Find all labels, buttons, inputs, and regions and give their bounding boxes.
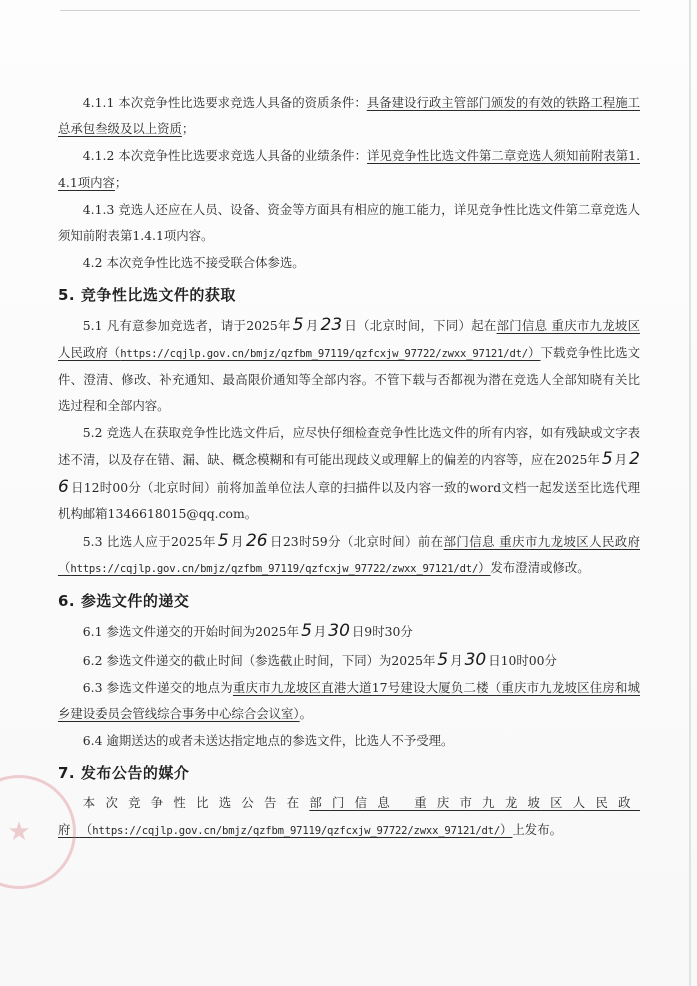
handwritten-month: 5 xyxy=(292,315,304,336)
clause-7: 本次竞争性比选公告在部门信息 重庆市九龙坡区人民政府（https://cqjlp.gov.cn/bmjz/qzfbm_97119/qzfcxjw_97722/zwxx_97121/dt/）上发布。 xyxy=(58,795,640,837)
handwritten-day: 26 xyxy=(245,531,268,552)
faded-seal-stamp: ★ xyxy=(0,775,76,889)
submission-location: 重庆市九龙坡区直港大道17号建设大厦负二楼（重庆市九龙坡区住房和城乡建设委员会管线综合事务中心综合会议室） xyxy=(58,679,640,722)
clause-6-3: 6.3 参选文件递交的地点为重庆市九龙坡区直港大道17号建设大厦负二楼（重庆市九龙坡区住房和城乡建设委员会管线综合事务中心综合会议室）。 xyxy=(58,679,640,722)
handwritten-month: 5 xyxy=(601,449,613,470)
document-body xyxy=(58,88,640,844)
clause-6-2: 6.2 参选文件递交的截止时间（参选截止时间，下同）为2025年 5 月 30 日10时00分 xyxy=(82,649,557,670)
clause-5-3: 5.3 比选人应于2025年 5 月 26 日23时59分（北京时间）前在部门信息 重庆市九龙坡区人民政府（https://cqjlp.gov.cn/bmjz/qzfbm_97119/qzfcxjw_97722/zwxx_97121/dt/）发布澄清或修改。 xyxy=(58,531,640,576)
performance-requirement: 详见竞争性比选文件第二章竞选人须知前附表第1.4.1项内容 xyxy=(58,148,641,190)
handwritten-day: 26 xyxy=(58,449,640,497)
clause-6-4: 6.4 逾期送达的或者未送达指定地点的参选文件，比选人不予受理。 xyxy=(82,733,454,749)
handwritten-month: 5 xyxy=(301,621,312,642)
clause-4-1-2: 4.1.2 本次竞争性比选要求竞选人具备的业绩条件：详见竞争性比选文件第二章竞选人须知前附表第1.4.1项内容； xyxy=(58,148,641,190)
source-url-2[interactable]: https://cqjlp.gov.cn/bmjz/qzfbm_97119/qzfcxjw_97722/zwxx_97121/dt/ xyxy=(70,563,479,576)
clause-5-2: 5.2 竞选人在获取竞争性比选文件后，应尽快仔细检查竞争性比选文件的所有内容，如有残缺或文字表述不清，以及存在错、漏、缺、概念模糊和有可能出现歧义或理解上的偏差的内容等，应在2025年 5 月 26 日12时00分（北京时间）前将加盖单位法人章的扫描件以及内容一致的word文档一起发送至比选代理机构邮箱1346618015@qq.com。 xyxy=(58,425,640,521)
scan-edge-top xyxy=(60,10,640,11)
handwritten-month: 5 xyxy=(217,531,229,552)
qualification-requirement: 具备建设行政主管部门颁发的有效的铁路工程施工总承包叁级及以上资质 xyxy=(58,95,641,137)
section-7-heading: 7. 发布公告的媒介 xyxy=(58,764,190,783)
source-url-1[interactable]: https://cqjlp.gov.cn/bmjz/qzfbm_97119/qzfcxjw_97722/zwxx_97121/dt/ xyxy=(120,347,528,360)
clause-4-1-1: 4.1.1 本次竞争性比选要求竞选人具备的资质条件：具备建设行政主管部门颁发的有效的铁路工程施工总承包叁级及以上资质； xyxy=(58,95,641,137)
source-link-2[interactable]: 部门信息 重庆市九龙坡区人民政府（https://cqjlp.gov.cn/bmjz/qzfbm_97119/qzfcxjw_97722/zwxx_97121/dt/） xyxy=(58,534,640,576)
clause-6-1: 6.1 参选文件递交的开始时间为2025年 5 月 30 日9时30分 xyxy=(82,621,413,642)
clause-5-1: 5.1 凡有意参加竞选者，请于2025年 5 月 23 日（北京时间，下同）起在部门信息 重庆市九龙坡区人民政府（https://cqjlp.gov.cn/bmjz/qzfbm_97119/qzfcxjw_97722/zwxx_97121/dt/）下载竞争性比选文件、澄清、修改、补充通知、最高限价通知等全部内容。不管下载与否都视为潜在竞选人全部知晓有关比选过程和全部内容。 xyxy=(58,315,641,414)
source-url-3[interactable]: https://cqjlp.gov.cn/bmjz/qzfbm_97119/qzfcxjw_97722/zwxx_97121/dt/ xyxy=(92,824,501,837)
handwritten-month: 5 xyxy=(437,649,449,670)
clause-4-1-3: 4.1.3 竞选人还应在人员、设备、资金等方面具有相应的施工能力，详见竞争性比选文件第二章竞选人须知前附表第1.4.1项内容。 xyxy=(58,201,640,244)
source-link-1[interactable]: 部门信息 重庆市九龙坡区人民政府（https://cqjlp.gov.cn/bmjz/qzfbm_97119/qzfcxjw_97722/zwxx_97121/dt/） xyxy=(58,318,640,360)
handwritten-day: 30 xyxy=(328,621,350,642)
handwritten-day: 30 xyxy=(464,649,487,670)
scan-edge-right xyxy=(689,0,691,986)
handwritten-day: 23 xyxy=(320,315,343,336)
section-5-heading: 5. 竞争性比选文件的获取 xyxy=(58,286,236,305)
clause-4-2: 4.2 本次竞争性比选不接受联合体参选。 xyxy=(82,255,305,271)
section-6-heading: 6. 参选文件的递交 xyxy=(58,592,190,611)
source-link-3[interactable]: 部门信息 重庆市九龙坡区人民政府（https://cqjlp.gov.cn/bmjz/qzfbm_97119/qzfcxjw_97722/zwxx_97121/dt/） xyxy=(58,795,640,837)
